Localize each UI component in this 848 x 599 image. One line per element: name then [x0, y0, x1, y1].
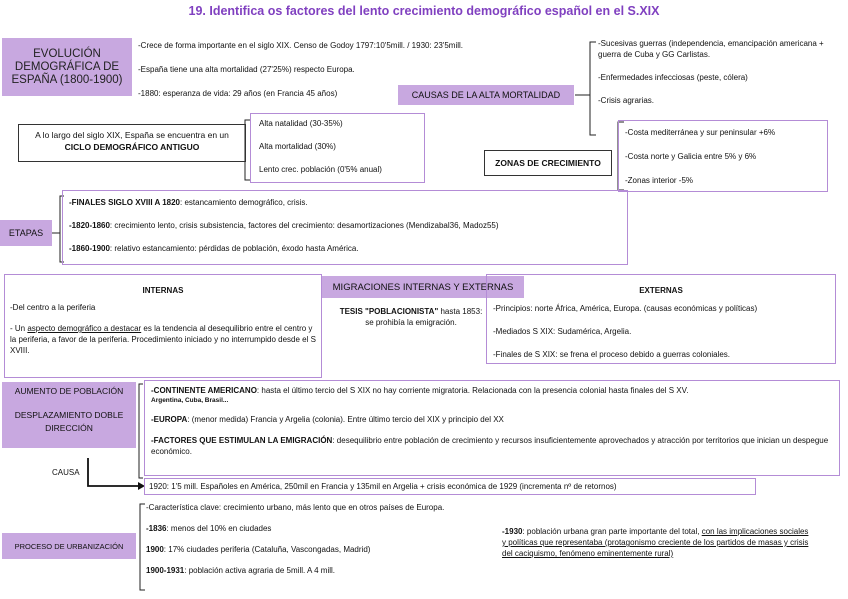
evolucion-item: -Crece de forma importante en el siglo XIX. Censo de Godoy 1797:10'5mill. / 1930: 23'5mill.: [138, 41, 464, 50]
internas-item: - Un aspecto demográfico a destacar es la tendencia al desequilibrio entre el centro y la periferia, a favor de la periferia. Procedimiento iniciado y no interrumpido desde el S XVIII.: [10, 324, 316, 355]
ciclo-item: Lento crec. población (0'5% anual): [259, 165, 382, 174]
etapas-item: -1820-1860: crecimiento lento, crisis subsistencia, factores del crecimiento: desamortizaciones (Mendizabal36, Madoz55): [69, 221, 499, 230]
etapas-header: ETAPAS: [0, 220, 52, 246]
tesis-text: TESIS "POBLACIONISTA" hasta 1853: se prohibía la emigración.: [339, 307, 483, 327]
internas-items: [10, 302, 320, 356]
aumento-items: -CONTINENTE AMERICANO: hasta el último tercio del S XIX no hay corriente migratoria. Relacionada con la presencia colonial hasta finales del S XV. Argentina, Cuba, Brasil... -EUROPA: (menor medida) Francia y Argelia (colonia). Entre último tercio del XIX y principio del XX -FACTORES QUE ESTIMULAN LA EMIGRACIÓN: desequilibrio entre población de crecimiento y recursos insuficientemente aprovechados y atracción por territorios que inician un despegue económico.: [144, 380, 840, 476]
causas-item: -Crisis agrarias.: [598, 96, 655, 105]
urbanizacion-item: 1900: 17% ciudades periferia (Cataluña, Vascongadas, Madrid): [146, 545, 371, 554]
aumento-item: -FACTORES QUE ESTIMULAN LA EMIGRACIÓN: desequilibrio entre población de crecimiento y recursos insuficientemente aprovechados y atracción por territorios que inician un despegue económico.: [151, 436, 829, 456]
causas-header: CAUSAS DE LA ALTA MORTALIDAD: [398, 85, 574, 105]
externas-header: EXTERNAS: [639, 286, 683, 295]
causas-items: [598, 38, 838, 106]
zonas-item: -Zonas interior -5%: [625, 176, 694, 185]
zonas-items: [618, 120, 828, 192]
urbanizacion-items: [146, 502, 496, 576]
evolucion-item: -1880: esperanza de vida: 29 años (en Francia 45 años): [138, 89, 338, 98]
zonas-item: -Costa mediterránea y sur peninsular +6%: [625, 128, 776, 137]
internas-item: -Del centro a la periferia: [10, 303, 96, 312]
etapas-items: [62, 190, 628, 265]
causas-item: -Sucesivas guerras (independencia, emancipación americana + guerra de Cuba y GG Carlistas.: [598, 39, 824, 59]
causas-item: -Enfermedades infecciosas (peste, cólera): [598, 73, 748, 82]
causa-label: CAUSA: [52, 468, 80, 477]
externas-item: -Finales de S XIX: se frena el proceso debido a guerras coloniales.: [493, 350, 731, 359]
zonas-header: ZONAS DE CRECIMIENTO: [484, 150, 612, 176]
urbanizacion-right: -1930: población urbana gran parte importante del total, con las implicaciones sociales y políticas que representaba (protagonismo creciente de los partidos de masas y crisis del caciquismo, fenómeno eminentemente rural): [502, 527, 809, 558]
urbanizacion-item: -1836: menos del 10% en ciudades: [146, 524, 272, 533]
zonas-item: -Costa norte y Galicia entre 5% y 6%: [625, 152, 757, 161]
externas-items: [493, 303, 833, 360]
urbanizacion-item: 1900-1931: población activa agraria de 5mill. A 4 mill.: [146, 566, 336, 575]
migraciones-header: MIGRACIONES INTERNAS Y EXTERNAS: [322, 276, 524, 298]
etapas-item: -1860-1900: relativo estancamiento: pérdidas de población, éxodo hasta América.: [69, 244, 359, 253]
page-title: 19. Identifica os factores del lento crecimiento demográfico español en el S.XIX: [188, 4, 660, 18]
externas-item: -Mediados S XIX: Sudamérica, Argelia.: [493, 327, 632, 336]
evolucion-item: -España tiene una alta mortalidad (27'25%) respecto Europa.: [138, 65, 355, 74]
ciclo-item: Alta natalidad (30-35%): [259, 119, 343, 128]
ciclo-box: A lo largo del siglo XIX, España se encuentra en un CICLO DEMOGRÁFICO ANTIGUO: [18, 124, 246, 162]
aumento-item: -CONTINENTE AMERICANO: hasta el último tercio del S XIX no hay corriente migratoria. Relacionada con la presencia colonial hasta finales del S XV.: [151, 386, 689, 395]
urbanizacion-header: PROCESO DE URBANIZACIÓN: [2, 533, 136, 559]
ciclo-items: [250, 113, 425, 183]
internas-header: INTERNAS: [142, 286, 184, 295]
externas-item: -Principios: norte África, América, Europa. (causas económicas y políticas): [493, 304, 758, 313]
aumento-item: -EUROPA: (menor medida) Francia y Argelia (colonia). Entre último tercio del XIX y principio del XX: [151, 415, 504, 424]
etapas-item: -FINALES SIGLO XVIII A 1820: estancamiento demográfico, crisis.: [69, 198, 308, 207]
evolucion-header: EVOLUCIÓN DEMOGRÁFICA DE ESPAÑA (1800-1900): [2, 38, 132, 96]
ciclo-item: Alta mortalidad (30%): [259, 142, 336, 151]
urbanizacion-item: -Característica clave: crecimiento urbano, más lento que en otros países de Europa.: [146, 503, 445, 512]
aumento-result: 1920: 1'5 mill. Españoles en América, 250mil en Francia y 135mil en Argelia + crisis económica de 1929 (incrementa nº de retornos): [144, 478, 756, 495]
aumento-header: AUMENTO DE POBLACIÓN DESPLAZAMIENTO DOBLE DIRECCIÓN: [2, 382, 136, 448]
